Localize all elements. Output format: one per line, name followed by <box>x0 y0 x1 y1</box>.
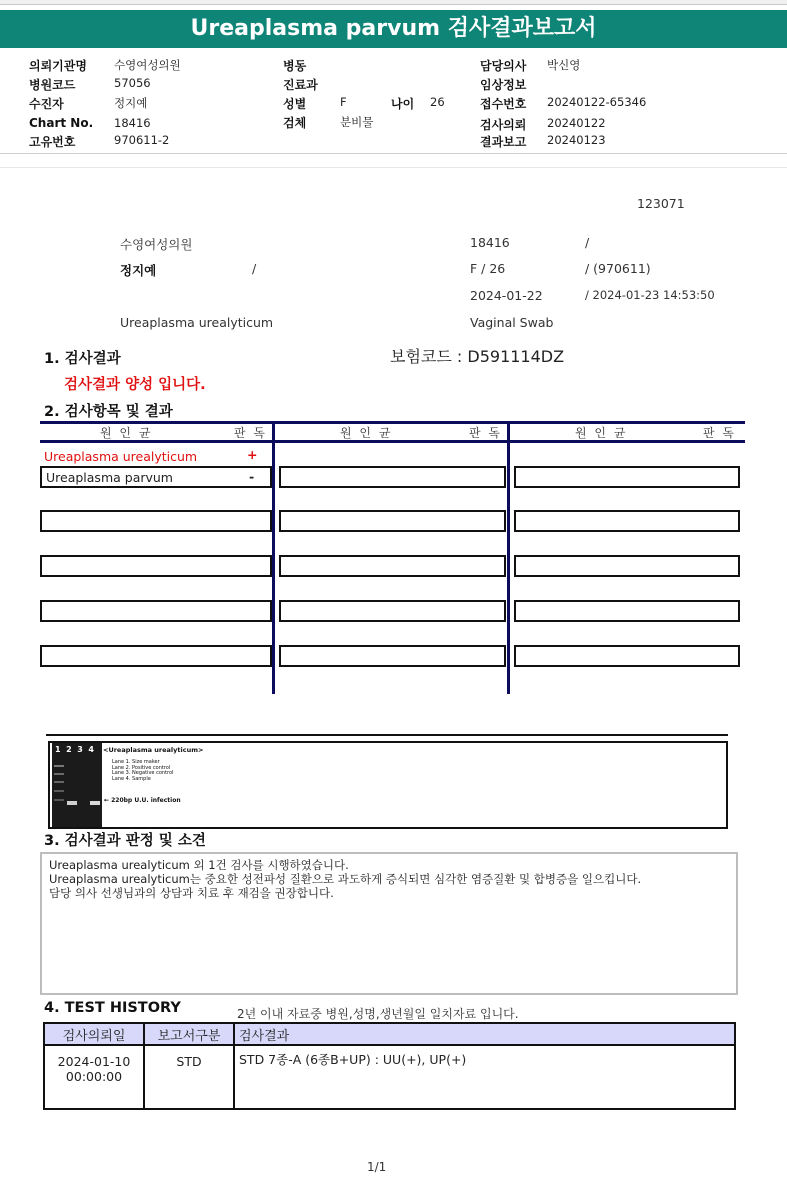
empty-result-box <box>514 555 740 577</box>
gel-electrophoresis-image <box>52 743 102 827</box>
label-clinical-info: 임상정보 <box>480 78 527 92</box>
section4-heading: 4. TEST HISTORY <box>44 1000 181 1016</box>
value-test-request: 20240122 <box>547 116 606 130</box>
col-header-judge-2: 판 독 <box>469 426 502 440</box>
label-receipt-no: 접수번호 <box>480 97 527 111</box>
history-time: 00:00:00 <box>65 1069 123 1084</box>
grid-divider-2 <box>507 421 510 694</box>
info-report-datetime: / 2024-01-23 14:53:50 <box>585 288 715 302</box>
gel-title: <Ureaplasma urealyticum> <box>103 746 204 754</box>
header-divider-secondary <box>0 167 787 168</box>
empty-result-box <box>279 510 506 532</box>
page-number: 1/1 <box>367 1160 387 1174</box>
history-col-date: 검사의뢰일 <box>44 1023 144 1045</box>
grid-divider-1 <box>272 421 275 694</box>
history-col-result: 검사결과 <box>234 1023 735 1045</box>
value-doctor: 박신영 <box>547 58 581 72</box>
label-hospital-code: 병원코드 <box>29 78 76 92</box>
info-clinic: 수영여성의원 <box>120 237 193 252</box>
label-result-report: 결과보고 <box>480 135 527 149</box>
comment-text <box>49 858 734 900</box>
gel-legend-item: Lane 3. Negative control <box>112 770 174 777</box>
value-unique-id: 970611-2 <box>114 133 170 147</box>
gel-lane-numbers: 1 2 3 4 <box>55 745 94 754</box>
info-patient: 정지예 <box>120 263 157 278</box>
value-chart-no: 18416 <box>114 116 151 130</box>
gel-bands-graphic <box>52 743 102 827</box>
label-chart-no: Chart No. <box>29 116 94 130</box>
result-item-judge: - <box>249 469 255 484</box>
info-chart: 18416 <box>470 235 510 250</box>
label-unique-id: 고유번호 <box>29 135 76 149</box>
label-department: 진료과 <box>283 78 318 92</box>
history-date-cell <box>44 1045 144 1109</box>
label-doctor: 담당의사 <box>480 59 527 73</box>
section2-heading: 2. 검사항목 및 결과 <box>44 404 173 420</box>
report-code: 123071 <box>637 196 685 211</box>
empty-result-box <box>279 645 506 667</box>
result-summary: 검사결과 양성 입니다. <box>64 377 206 393</box>
result-item-name: Ureaplasma urealyticum <box>44 449 198 464</box>
col-header-pathogen-3: 원 인 균 <box>575 426 628 440</box>
result-item-name: Ureaplasma parvum <box>46 470 173 485</box>
info-request-date: 2024-01-22 <box>470 288 543 303</box>
value-requesting-institution: 수영여성의원 <box>114 58 181 72</box>
history-type: STD <box>144 1045 234 1109</box>
value-specimen: 분비물 <box>340 115 374 129</box>
label-age: 나이 <box>391 97 415 111</box>
history-note: 2년 이내 자료중 병원,성명,생년월일 일치자료 입니다. <box>237 1007 519 1021</box>
gel-legend <box>112 760 173 782</box>
empty-result-box <box>40 645 272 667</box>
empty-result-box <box>514 510 740 532</box>
empty-result-box <box>40 600 272 622</box>
window-top-strip <box>0 0 787 5</box>
history-header-row <box>44 1023 735 1045</box>
label-test-request: 검사의뢰 <box>480 118 527 132</box>
label-requesting-institution: 의뢰기관명 <box>29 59 87 73</box>
value-receipt-no: 20240122-65346 <box>547 95 647 109</box>
gel-band-label: ← 220bp U.U. infection <box>104 797 181 804</box>
history-col-type: 보고서구분 <box>144 1023 234 1045</box>
value-sex: F <box>340 95 347 109</box>
info-sex-age: F / 26 <box>470 261 506 276</box>
history-row <box>44 1045 735 1109</box>
info-slash-2: / <box>252 261 257 276</box>
report-title: Ureaplasma parvum 검사결과보고서 <box>0 10 787 48</box>
section3-heading: 3. 검사결과 판정 및 소견 <box>44 833 206 849</box>
empty-result-box <box>514 600 740 622</box>
empty-result-box <box>40 555 272 577</box>
col-header-pathogen-1: 원 인 균 <box>100 426 153 440</box>
comment-line: 담당 의사 선생님과의 상담과 치료 후 재검을 권장합니다. <box>49 886 334 900</box>
gel-image-frame <box>48 741 728 829</box>
empty-result-box <box>279 600 506 622</box>
history-result: STD 7종-A (6종B+UP) : UU(+), UP(+) <box>234 1045 735 1109</box>
label-patient: 수진자 <box>29 97 64 111</box>
label-specimen: 검체 <box>283 116 307 130</box>
empty-result-box <box>514 645 740 667</box>
value-hospital-code: 57056 <box>114 76 151 90</box>
col-header-judge-1: 판 독 <box>234 426 267 440</box>
value-result-report: 20240123 <box>547 133 606 147</box>
info-id: / (970611) <box>585 261 651 276</box>
comment-line: Ureaplasma urealyticum 외 1건 검사를 시행하였습니다. <box>49 858 349 872</box>
gel-legend-item: Lane 2. Positive control <box>112 764 171 771</box>
history-table <box>43 1022 736 1110</box>
value-patient: 정지예 <box>114 96 148 110</box>
gel-legend-item: Lane 1. Size maker <box>112 759 160 765</box>
col-header-judge-3: 판 독 <box>703 426 736 440</box>
empty-result-box <box>40 510 272 532</box>
history-date: 2024-01-10 <box>57 1054 131 1069</box>
empty-result-box <box>279 555 506 577</box>
result-item-judge: + <box>247 447 258 462</box>
insurance-code: 보험코드 : D591114DZ <box>390 347 565 366</box>
section1-heading: 1. 검사결과 <box>44 351 121 367</box>
value-age: 26 <box>430 95 445 109</box>
info-specimen: Vaginal Swab <box>470 315 554 330</box>
label-ward: 병동 <box>283 59 307 73</box>
label-sex: 성별 <box>283 97 307 111</box>
info-test-name: Ureaplasma urealyticum <box>120 315 274 330</box>
info-slash: / <box>585 235 590 250</box>
result-item-box <box>40 466 272 488</box>
empty-result-box <box>514 466 740 488</box>
col-header-pathogen-2: 원 인 균 <box>340 426 393 440</box>
header-divider <box>0 153 787 154</box>
gel-top-rule <box>46 734 728 736</box>
comment-line: Ureaplasma urealyticum는 중요한 성전파성 질환으로 과도하게 증식되면 심각한 염증질환 및 합병증을 일으킵니다. <box>49 872 642 886</box>
empty-result-box <box>279 466 506 488</box>
gel-legend-item: Lane 4. Sample <box>112 775 151 782</box>
